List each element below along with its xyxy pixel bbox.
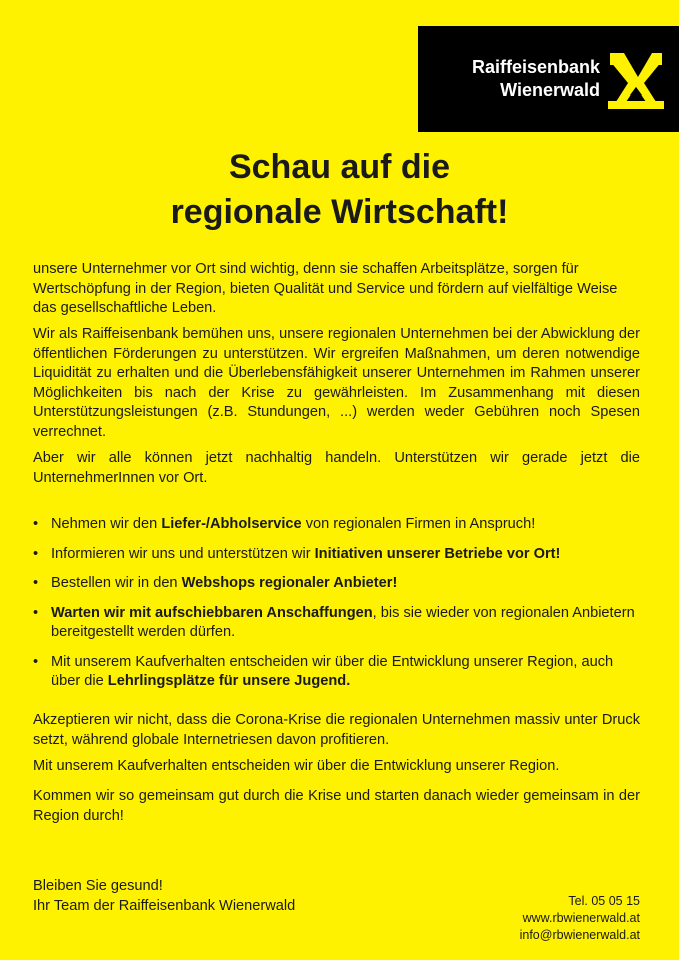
bullet-icon: • [33, 575, 39, 591]
list-item: • Warten wir mit aufschiebbaren Anschaffungen, bis sie wieder von regionalen Anbietern bereitgestellt werden dürfen. [33, 604, 635, 640]
signoff-line-2: Ihr Team der Raiffeisenbank Wienerwald [33, 898, 296, 914]
contact-web-link[interactable]: www.rbwienerwald.at [522, 911, 640, 925]
bank-logo [418, 26, 679, 132]
logo-line-1: Raiffeisenbank [471, 57, 600, 77]
intro-paragraph: unsere Unternehmer vor Ort sind wichtig, denn sie schaffen Arbeitsplätze, sorgen für Wertschöpfung in der Region, bieten Qualität und Service und fördern auf vielfältige Weise das gesellschaftliche Leben. [33, 261, 618, 316]
call-to-action-paragraph: Aber wir alle können jetzt nachhaltig handeln. Unterstützen wir gerade jetzt die UnternehmerInnen vor Ort. [33, 450, 640, 486]
list-item: • Bestellen wir in den Webshops regionaler Anbieter! [33, 574, 640, 594]
contact-phone: Tel. 05 05 15 [568, 894, 640, 908]
closing-paragraph-2: Mit unserem Kaufverhalten entscheiden wir über die Entwicklung unserer Region. [33, 758, 560, 774]
list-item: • Informieren wir uns und unterstützen wir Initiativen unserer Betriebe vor Ort! [33, 545, 640, 565]
page-title [0, 145, 679, 235]
closing-paragraph-1: Akzeptieren wir nicht, dass die Corona-Krise die regionalen Unternehmen massiv unter Druck setzt, während globale Internetriesen davon profitieren. [33, 712, 640, 748]
signoff [33, 876, 363, 916]
title-line-2: regionale Wirtschaft! [170, 193, 509, 231]
logo-text [440, 56, 600, 102]
support-paragraph: Wir als Raiffeisenbank bemühen uns, unsere regionalen Unternehmen bei der Abwicklung der öffentlichen Förderungen zu unterstützen. Wir ergreifen Maßnahmen, um deren notwendige Liquidität zu erhalten und die Überlebensfähigkeit unserer Unternehmen im Rahmen unserer Möglichkeiten bis nach der Krise zu gewährleisten. Im Zusammenhang mit diesen Unterstützungsleistungen (z.B. Stundungen, ...) werden weder Gebühren noch Spesen verrechnet. [33, 326, 640, 440]
bullet-icon: • [33, 604, 39, 621]
title-line-1: Schau auf die [228, 148, 451, 186]
bullet-list [33, 515, 640, 702]
bullet-icon: • [33, 653, 39, 670]
closing-paragraph-3: Kommen wir so gemeinsam gut durch die Krise und starten danach wieder gemeinsam in der Region durch! [33, 788, 640, 824]
raiffeisen-gable-cross-icon [608, 51, 664, 109]
bullet-icon: • [33, 545, 39, 562]
list-item: • Nehmen wir den Liefer-/Abholservice von regionalen Firmen in Anspruch! [33, 515, 640, 535]
contact-info [440, 893, 640, 944]
logo-line-2: Wienerwald [500, 80, 600, 100]
bullet-icon: • [33, 516, 39, 532]
list-item: • Mit unserem Kaufverhalten entscheiden wir über die Entwicklung unserer Region, auch über die Lehrlingsplätze für unsere Jugend. [33, 653, 614, 689]
contact-email-link[interactable]: info@rbwienerwald.at [519, 928, 640, 942]
signoff-line-1: Bleiben Sie gesund! [33, 878, 163, 894]
